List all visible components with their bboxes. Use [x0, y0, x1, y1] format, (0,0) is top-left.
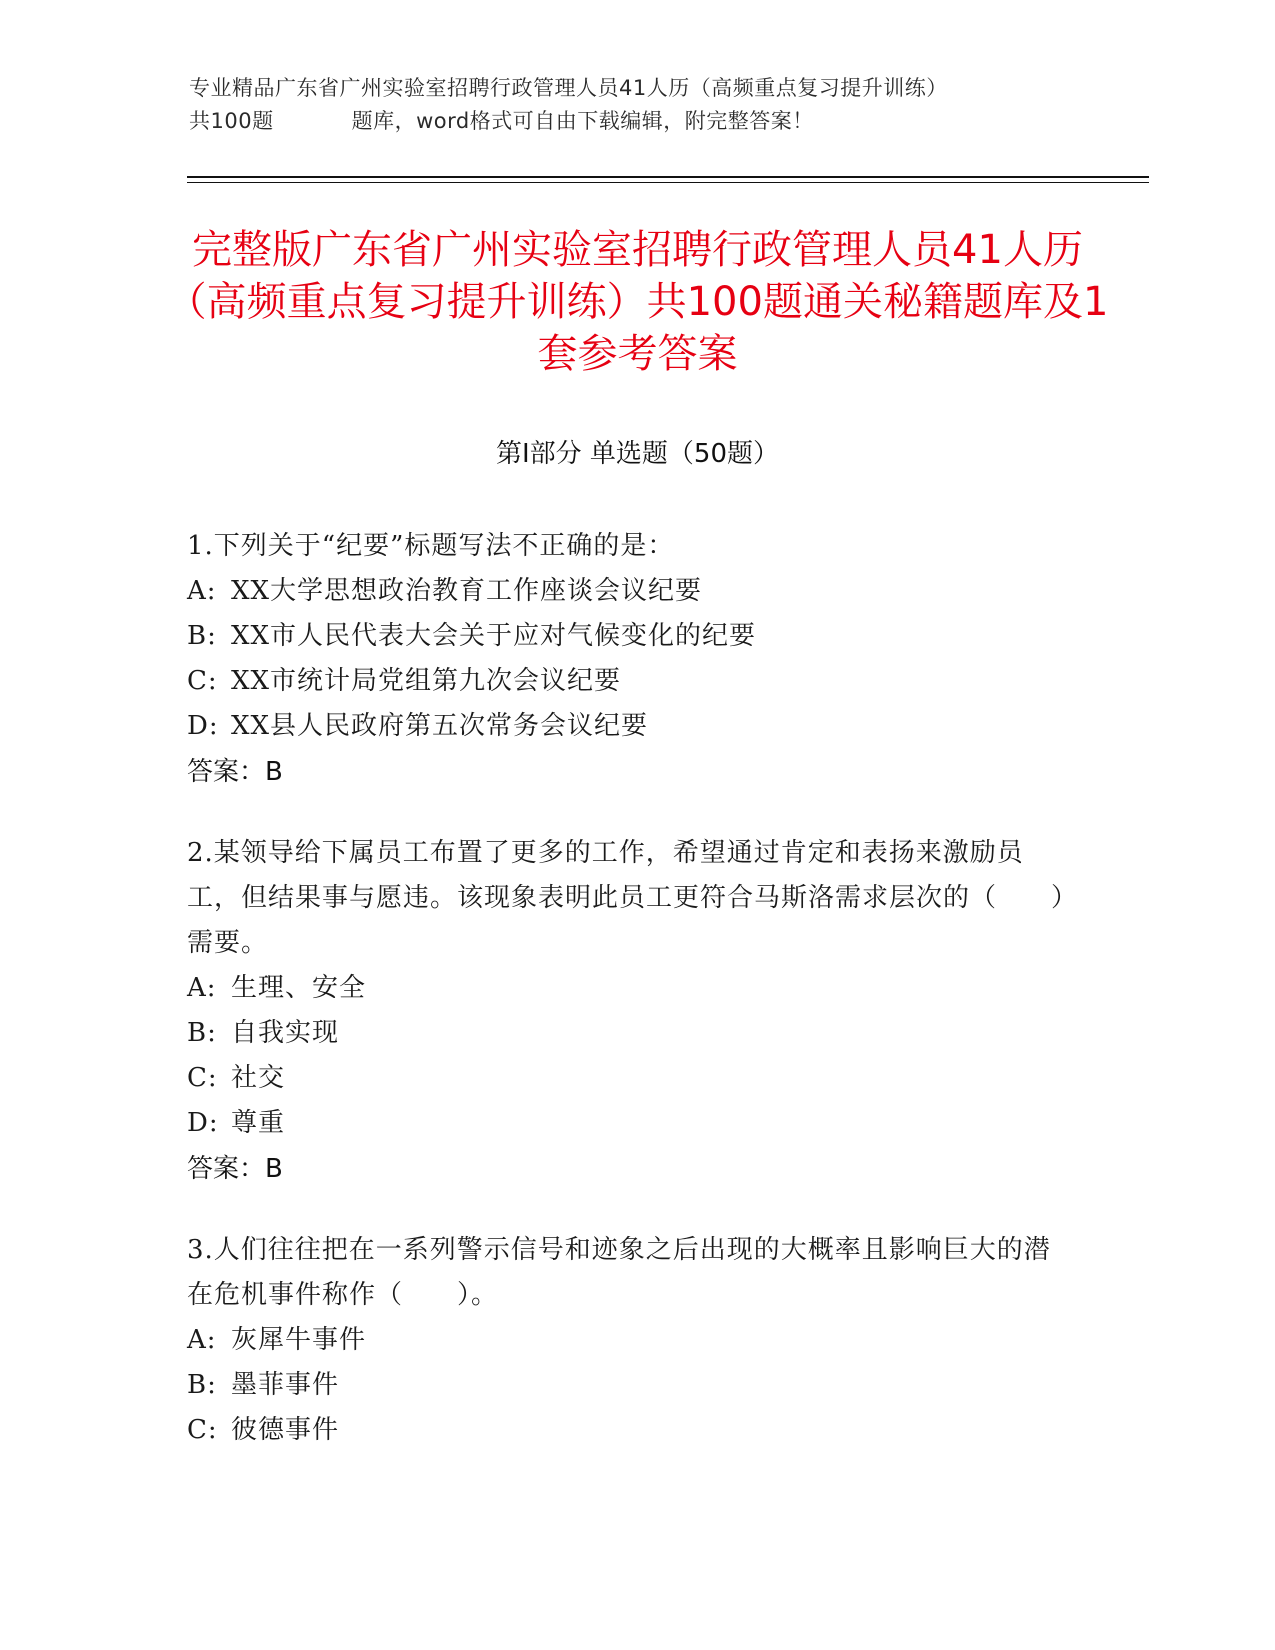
question-option [187, 1011, 1067, 1056]
document-title: 完整版广东省广州实验室招聘行政管理人员41人历（高频重点复习提升训练）共100题通关秘籍题库及1套参考答案 [166, 227, 1109, 377]
header-line-1: 专业精品广东省广州实验室招聘行政管理人员41人历（高频重点复习提升训练） [189, 76, 948, 100]
question-answer: 答案：B [187, 1154, 283, 1184]
document-header-note [189, 72, 1089, 138]
option-letter: B: [187, 1370, 217, 1400]
header-divider-thin [187, 182, 1149, 183]
option-text: 尊重 [231, 1108, 286, 1138]
option-letter: A: [187, 576, 217, 606]
question-option [187, 569, 1067, 614]
option-letter: D: [187, 1108, 219, 1138]
option-letter: B: [187, 1018, 217, 1048]
question-option [187, 1101, 1067, 1146]
section-heading: 第Ⅰ部分 单选题（50题） [495, 439, 780, 469]
question-answer: 答案：B [187, 757, 283, 787]
question-item [187, 1228, 1067, 1453]
question-option [187, 614, 1067, 659]
option-text: 彼德事件 [231, 1415, 340, 1445]
option-letter: D: [187, 711, 219, 741]
option-letter: C: [187, 1415, 218, 1445]
option-text: XX大学思想政治教育工作座谈会议纪要 [231, 576, 703, 606]
question-option [187, 1408, 1067, 1453]
question-item [187, 831, 1067, 1192]
option-letter: C: [187, 1063, 218, 1093]
header-line-2-right: 题库，word格式可自由下载编辑，附完整答案！ [351, 109, 814, 133]
header-line-2-left: 共100题 [189, 109, 274, 133]
question-stem: 2.某领导给下属员工布置了更多的工作，希望通过肯定和表扬来激励员工，但结果事与愿违。该现象表明此员工更符合马斯洛需求层次的（ ）需要。 [187, 838, 1066, 958]
header-divider-thick [187, 176, 1149, 178]
option-text: 自我实现 [231, 1018, 340, 1048]
question-option [187, 1363, 1067, 1408]
option-text: XX县人民政府第五次常务会议纪要 [231, 711, 649, 741]
question-stem: 3.人们往往把在一系列警示信号和迹象之后出现的大概率且影响巨大的潜在危机事件称作（ ）。 [187, 1235, 1051, 1310]
option-letter: A: [187, 1325, 217, 1355]
option-text: XX市人民代表大会关于应对气候变化的纪要 [231, 621, 757, 651]
question-option [187, 966, 1067, 1011]
option-text: XX市统计局党组第九次会议纪要 [231, 666, 622, 696]
option-text: 生理、安全 [231, 973, 367, 1003]
question-list [187, 524, 1067, 1489]
option-letter: A: [187, 973, 217, 1003]
header-line-2 [189, 105, 1089, 138]
question-option [187, 659, 1067, 704]
question-option [187, 1056, 1067, 1101]
question-option [187, 1318, 1067, 1363]
option-letter: C: [187, 666, 218, 696]
option-letter: B: [187, 621, 217, 651]
question-stem: 1.下列关于“纪要”标题写法不正确的是： [187, 531, 675, 561]
question-option [187, 704, 1067, 749]
option-text: 社交 [231, 1063, 286, 1093]
option-text: 灰犀牛事件 [231, 1325, 367, 1355]
question-item [187, 524, 1067, 795]
option-text: 墨菲事件 [231, 1370, 340, 1400]
